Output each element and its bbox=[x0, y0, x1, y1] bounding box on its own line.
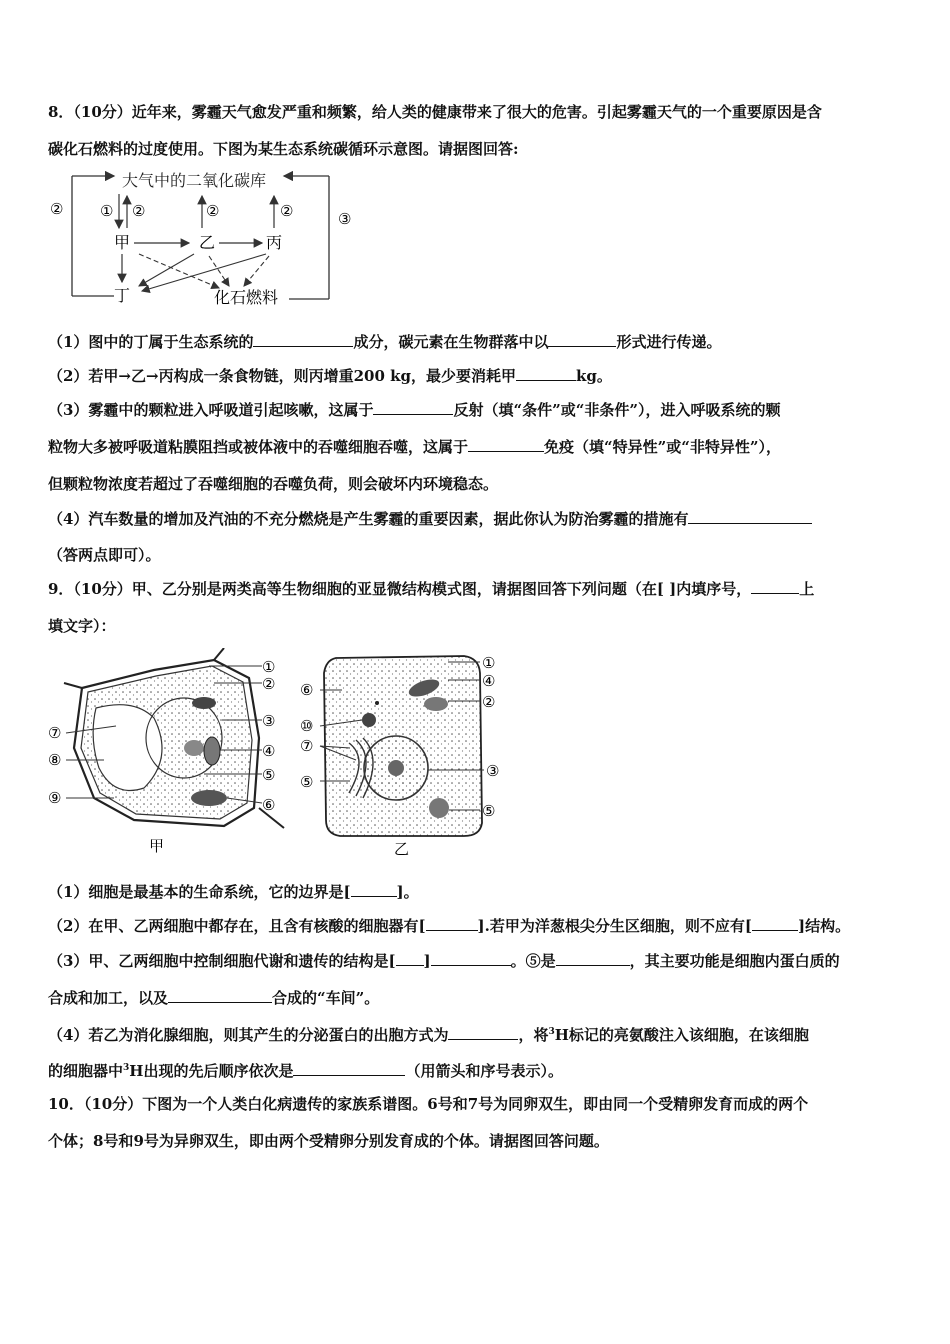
jia-n8: ⑧ bbox=[48, 751, 62, 769]
jia-n2: ② bbox=[262, 675, 276, 693]
jia-label: 甲 bbox=[149, 837, 165, 855]
q9-sub1: （1）细胞是最基本的生命系统，它的边界是[ ]。 bbox=[48, 883, 419, 901]
circle-2-a: ② bbox=[132, 202, 146, 220]
jia-n7: ⑦ bbox=[48, 724, 62, 742]
jia-n1: ① bbox=[262, 658, 276, 676]
jia-n6: ⑥ bbox=[262, 796, 276, 814]
q8-sub4-line2: （答两点即可）。 bbox=[48, 546, 161, 564]
q10-line2: 个体；8号和9号为异卵双生，即由两个受精卵分别发育成的个体。请据图回答问题。 bbox=[48, 1132, 609, 1150]
yi-label: 乙 bbox=[394, 840, 410, 858]
jia-n9: ⑨ bbox=[48, 789, 62, 807]
yi-n4: ④ bbox=[482, 672, 496, 690]
yi-n3: ③ bbox=[486, 762, 500, 780]
yi-n7: ⑦ bbox=[300, 737, 314, 755]
ding-label: 丁 bbox=[114, 286, 131, 305]
yi-n2: ② bbox=[482, 693, 496, 711]
q9-sub3-line2: 合成和加工，以及 合成的“车间”。 bbox=[48, 989, 380, 1007]
yi-n1: ① bbox=[482, 654, 496, 672]
circle-3: ③ bbox=[338, 210, 352, 228]
plant-cell-jia bbox=[48, 648, 284, 855]
jia-n5: ⑤ bbox=[262, 766, 276, 784]
fossil-fuel-label: 化石燃料 bbox=[214, 288, 279, 307]
cell-diagrams bbox=[44, 648, 514, 863]
circle-1: ① bbox=[100, 202, 114, 220]
q8-sub2: （2）若甲→乙→丙构成一条食物链，则丙增重200 kg，最少要消耗甲 kg。 bbox=[48, 367, 612, 385]
animal-cell-yi bbox=[300, 654, 499, 858]
yi-n5-right: ⑤ bbox=[482, 802, 496, 820]
q8-sub3-line2: 粒物大多被呼吸道粘膜阻挡或被体液中的吞噬细胞吞噬，这属于 免疫（填“特异性”或“非特异性”）， bbox=[48, 438, 782, 456]
q8-sub1: （1）图中的丁属于生态系统的 成分，碳元素在生物群落中以 形式进行传递。 bbox=[48, 333, 722, 351]
co2-pool-label: 大气中的二氧化碳库 bbox=[122, 171, 267, 190]
circle-2-left: ② bbox=[50, 200, 64, 218]
yi-n6: ⑥ bbox=[300, 681, 314, 699]
jia-label: 甲 bbox=[114, 233, 131, 252]
circle-2-b: ② bbox=[206, 202, 220, 220]
yi-label: 乙 bbox=[199, 233, 216, 252]
q9-sub4-line2: 的细胞器中$^3$H出现的先后顺序依次是 （用箭头和序号表示）。 bbox=[48, 1062, 563, 1080]
q9-sub3-line1: （3）甲、乙两细胞中控制细胞代谢和遗传的结构是[ ] 。⑤是 ，其主要功能是细胞内蛋白质的 bbox=[48, 952, 840, 970]
q8-line2: 碳化石燃料的过度使用。下图为某生态系统碳循环示意图。请据图回答: bbox=[48, 140, 519, 158]
q9-sub2: （2）在甲、乙两细胞中都存在，且含有核酸的细胞器有[ ].若甲为洋葱根尖分生区细胞，则不应有[ ]结构。 bbox=[48, 917, 851, 935]
carbon-cycle-diagram bbox=[44, 166, 364, 311]
circle-2-c: ② bbox=[280, 202, 294, 220]
q8-sub3-line1: （3）雾霾中的颗粒进入呼吸道引起咳嗽，这属于 反射（填“条件”或“非条件”），进入呼吸系统的颗 bbox=[48, 401, 781, 419]
q9-sub4-line1: （4）若乙为消化腺细胞，则其产生的分泌蛋白的出胞方式为 ，将$^3$H标记的亮氨酸注入该细胞，在该细胞 bbox=[48, 1026, 809, 1044]
q8-line1: 8．（10分）近年来，雾霾天气愈发严重和频繁，给人类的健康带来了很大的危害。引起雾霾天气的一个重要原因是含 bbox=[48, 103, 822, 121]
q9-line1: 9．（10分）甲、乙分别是两类高等生物细胞的亚显微结构模式图，请据图回答下列问题（在[ ]内填序号， 上 bbox=[48, 580, 815, 598]
q8-sub4-line1: （4）汽车数量的增加及汽油的不充分燃烧是产生雾霾的重要因素，据此你认为防治雾霾的措施有 bbox=[48, 509, 812, 529]
bing-label: 丙 bbox=[266, 233, 283, 252]
q9-line2: 填文字）： bbox=[48, 617, 116, 635]
jia-n4: ④ bbox=[262, 742, 276, 760]
jia-n3: ③ bbox=[262, 712, 276, 730]
q10-line1: 10．（10分）下图为一个人类白化病遗传的家族系谱图。6号和7号为同卵双生，即由同一个受精卵发育而成的两个 bbox=[48, 1095, 809, 1113]
q8-sub3-line3: 但颗粒物浓度若超过了吞噬细胞的吞噬负荷，则会破坏内环境稳态。 bbox=[48, 475, 499, 493]
yi-n10: ⑩ bbox=[300, 717, 314, 735]
yi-n5-left: ⑤ bbox=[300, 773, 314, 791]
